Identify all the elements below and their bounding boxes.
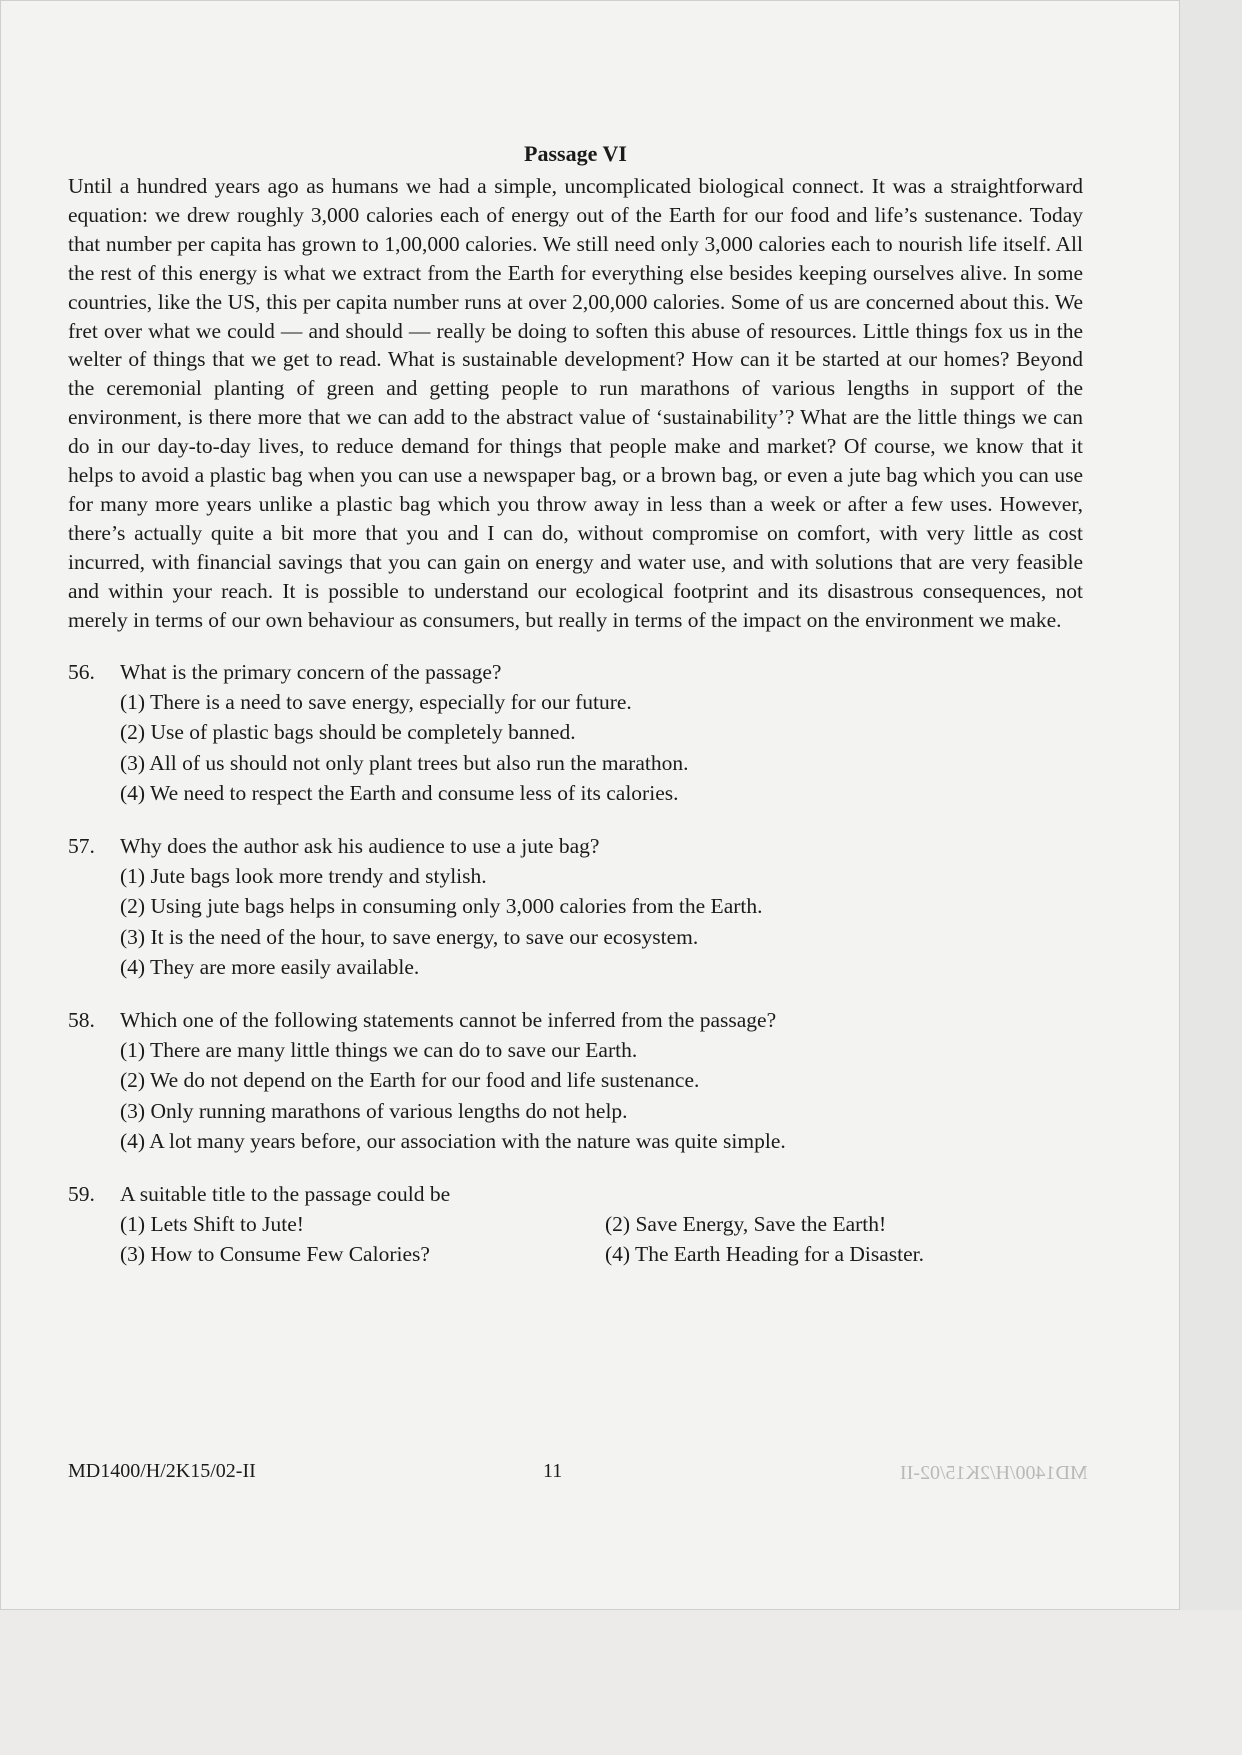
question-number: 58. (68, 1007, 95, 1032)
scan-margin-bottom (0, 1610, 1242, 1755)
bleed-through-code: MD1400/H/2K15/02-II (900, 1462, 1088, 1484)
question-58 (68, 1005, 1083, 1157)
question-number: 59. (68, 1181, 95, 1206)
question-stem (68, 1179, 1083, 1209)
page-number: 11 (543, 1460, 563, 1482)
option-1: (1) There are many little things we can do to save our Earth. (120, 1037, 638, 1062)
option-3: (3) Only running marathons of various lengths do not help. (120, 1098, 628, 1123)
option-2: (2) Use of plastic bags should be completely banned. (120, 720, 576, 744)
option-3: (3) It is the need of the hour, to save energy, to save our ecosystem. (120, 924, 699, 949)
passage-text: Until a hundred years ago as humans we had a simple, uncomplicated biological connect. It was a straightforward equation: we drew roughly 3,000 calories each of energy out of the Earth for our food and life’s sustenance. Today that number per capita has grown to 1,00,000 calories. We still need only 3,000 calories each to nourish life itself. All the rest of this energy is what we extract from the Earth for everything else besides keeping ourselves alive. In some countries, like the US, this per capita number runs at over 2,00,000 calories. Some of us are concerned about this. We fret over what we could — and should — really be doing to soften this abuse of resources. Little things fox us in the welter of things that we get to read. What is sustainable development? How can it be started at our homes? Beyond the ceremonial planting of green and getting people to run marathons of various lengths in support of the environment, is there more that we can add to the abstract value of ‘sustainability’? What are the little things we can do in our day-to-day lives, to reduce demand for things that people make and market? Of course, we know that it helps to avoid a plastic bag when you can use a newspaper bag, or a brown bag, or even a jute bag which you can use for many more years unlike a plastic bag which you throw away in less than a week or after a few uses. However, there’s actually quite a bit more that you and I can do, without compromise on comfort, with very little as cost incurred, with financial savings that you can gain on energy and water use, and with solutions that are very feasible and within your reach. It is possible to understand our ecological footprint and its disastrous consequences, not merely in terms of our own behaviour as consumers, but really in terms of the impact on the environment we make. (68, 174, 1083, 632)
option-2: (2) Save Energy, Save the Earth! (605, 1211, 887, 1236)
paper-code: MD1400/H/2K15/02-II (68, 1460, 256, 1482)
question-56 (68, 657, 1083, 809)
page-content (68, 140, 1083, 1270)
question-stem (68, 657, 1083, 687)
option-4: (4) We need to respect the Earth and consume less of its calories. (120, 781, 679, 805)
option-1: (1) There is a need to save energy, especially for our future. (120, 689, 632, 714)
question-59 (68, 1179, 1083, 1270)
option-1: (1) Lets Shift to Jute! (120, 1211, 304, 1236)
question-stem (68, 831, 1083, 861)
question-stem (68, 1005, 1083, 1035)
question-number: 57. (68, 833, 95, 858)
question-text: Why does the author ask his audience to use a jute bag? (120, 833, 600, 858)
question-number: 56. (68, 659, 95, 684)
options-grid (120, 1209, 1083, 1270)
option-4: (4) A lot many years before, our association with the nature was quite simple. (120, 1129, 786, 1153)
option-1: (1) Jute bags look more trendy and stylish. (120, 863, 487, 888)
question-57 (68, 831, 1083, 983)
scan-margin-right (1180, 0, 1242, 1755)
question-text: Which one of the following statements cannot be inferred from the passage? (120, 1007, 777, 1032)
options-list (120, 1035, 1083, 1157)
option-4: (4) They are more easily available. (120, 955, 420, 979)
question-text: What is the primary concern of the passage? (120, 659, 502, 684)
option-2: (2) We do not depend on the Earth for our food and life sustenance. (120, 1068, 700, 1092)
option-3: (3) How to Consume Few Calories? (120, 1242, 430, 1266)
question-text: A suitable title to the passage could be (120, 1181, 451, 1206)
options-list (120, 861, 1083, 983)
options-list (120, 687, 1083, 809)
passage-title: Passage VI (524, 141, 627, 166)
option-2: (2) Using jute bags helps in consuming only 3,000 calories from the Earth. (120, 894, 763, 918)
option-3: (3) All of us should not only plant trees but also run the marathon. (120, 750, 689, 775)
option-4: (4) The Earth Heading for a Disaster. (605, 1242, 925, 1266)
